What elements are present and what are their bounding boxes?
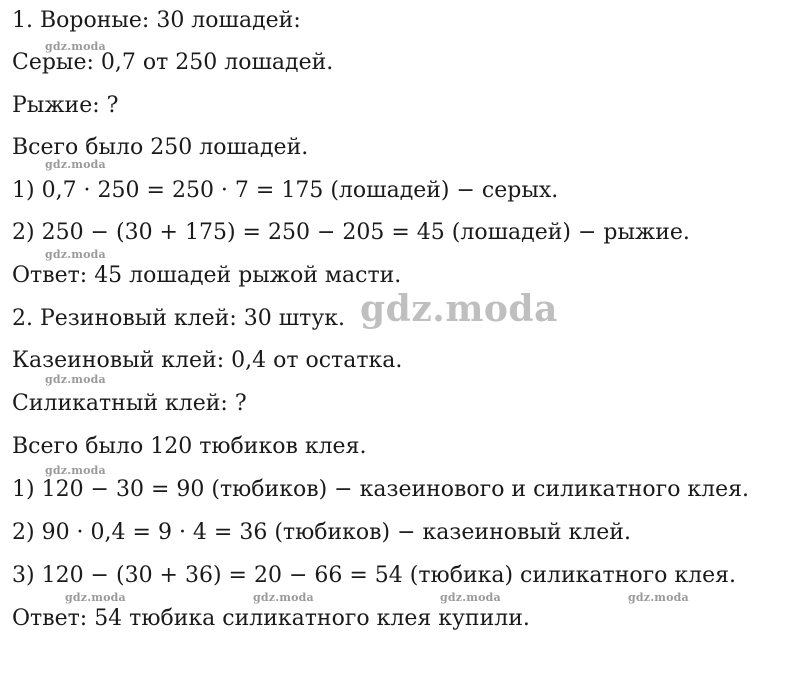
watermark: gdz.moda [440, 591, 501, 604]
watermark: gdz.moda [45, 40, 106, 53]
task1-answer: Ответ: 45 лошадей рыжой масти. [12, 263, 402, 288]
task2-total: Всего было 120 тюбиков клея. [12, 434, 367, 459]
task1-grey-condition: Серые: 0,7 от 250 лошадей. [12, 50, 334, 75]
task2-answer: Ответ: 54 тюбика силикатного клея купили. [12, 606, 530, 631]
watermark: gdz.moda [45, 248, 106, 261]
task2-casein-condition: Казеиновый клей: 0,4 от остатка. [12, 348, 403, 373]
task2-step3: 3) 120 − (30 + 36) = 20 − 66 = 54 (тюбика) силикатного клея. [12, 563, 737, 588]
task1-red-condition: Рыжие: ? [12, 93, 119, 118]
task2-heading: 2. Резиновый клей: 30 штук. [12, 306, 346, 331]
watermark: gdz.moda [65, 591, 126, 604]
watermark: gdz.moda [253, 591, 314, 604]
task2-step2: 2) 90 · 0,4 = 9 · 4 = 36 (тюбиков) − казеиновый клей. [12, 520, 631, 545]
task1-heading: 1. Вороные: 30 лошадей: [12, 8, 301, 33]
task1-total: Всего было 250 лошадей. [12, 135, 309, 160]
task1-step1: 1) 0,7 · 250 = 250 · 7 = 175 (лошадей) − серых. [12, 178, 559, 203]
task2-silicate-condition: Силикатный клей: ? [12, 391, 247, 416]
watermark-large: gdz.moda [360, 288, 558, 330]
watermark: gdz.moda [45, 158, 106, 171]
watermark: gdz.moda [628, 591, 689, 604]
watermark: gdz.moda [45, 373, 106, 386]
task1-step2: 2) 250 − (30 + 175) = 250 − 205 = 45 (лошадей) − рыжие. [12, 220, 690, 245]
watermark: gdz.moda [45, 464, 106, 477]
task2-step1: 1) 120 − 30 = 90 (тюбиков) − казеинового и силикатного клея. [12, 477, 750, 502]
